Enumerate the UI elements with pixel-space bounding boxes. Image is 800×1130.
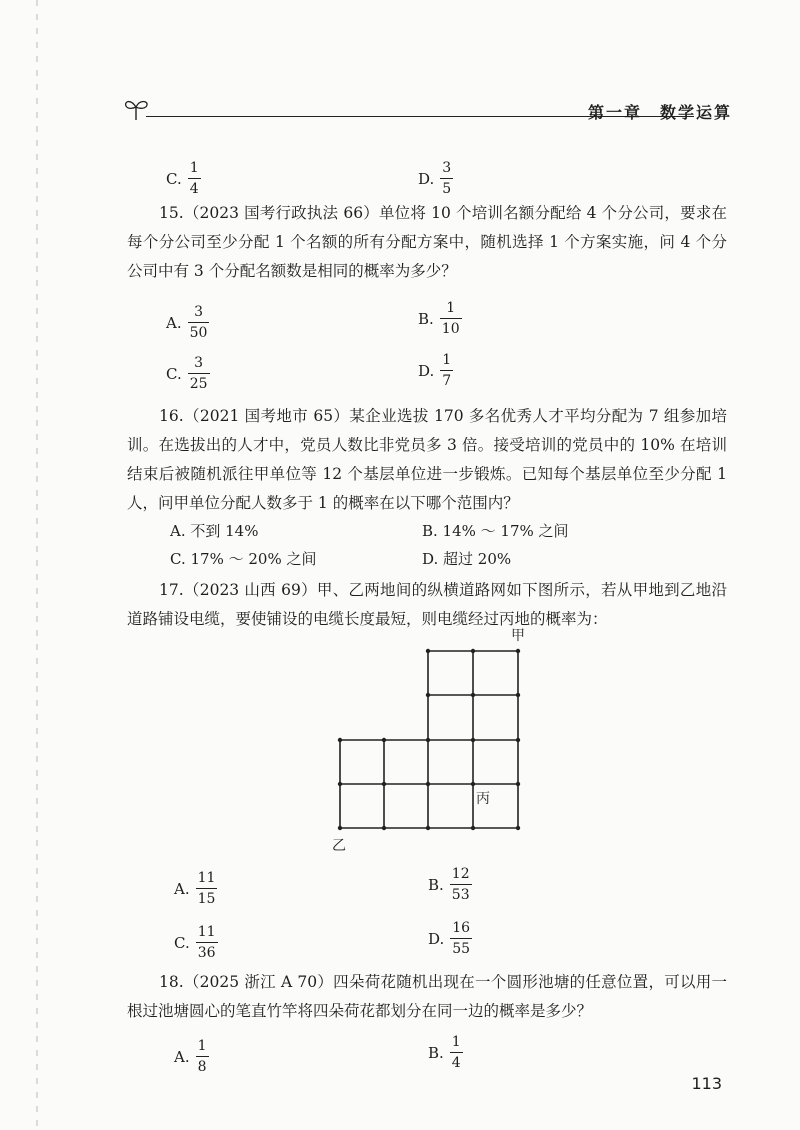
q18-option-a: A. $\frac{1}{8}$ <box>174 1038 207 1075</box>
question-16-text: 16.（2021 国考地市 65）某企业选拔 170 多名优秀人才平均分配为 7 组参加培训。在选拔出的人才中，党员人数比非党员多 3 倍。接受培训的党员中的 10% 在培训结束后被随机派往甲单位等 12 个基层单位进一步锻炼。已知每个基层单位至少分配 1 人，问甲单位分配人数多于 1 的概率在以下哪个范围内？ <box>127 407 727 512</box>
q17-option-b: B. $\frac{12}{53}$ <box>428 866 470 903</box>
chapter-title: 第一章 数学运算 <box>587 103 732 122</box>
q15-option-a: A. $\frac{3}{50}$ <box>166 304 208 341</box>
q16-option-d: D. 超过 20% <box>422 550 512 568</box>
q17-option-c: C. $\frac{11}{36}$ <box>174 924 216 961</box>
question-17 <box>127 576 727 634</box>
q14-option-d: D. $\frac{3}{5}$ <box>418 160 452 197</box>
page-header <box>122 96 732 126</box>
q16-option-b: B. 14% ～ 17% 之间 <box>422 522 569 540</box>
q16-option-a: A. 不到 14% <box>170 522 259 540</box>
label-yi: 乙 <box>332 838 346 854</box>
q18-option-b: B. $\frac{1}{4}$ <box>428 1034 461 1071</box>
label-bing: 丙 <box>476 791 490 807</box>
label-jia: 甲 <box>511 628 525 644</box>
question-15 <box>127 199 727 286</box>
question-16 <box>127 402 727 518</box>
page-number: 113 <box>691 1074 722 1093</box>
q15-option-c: C. $\frac{3}{25}$ <box>166 355 208 392</box>
q16-option-c: C. 17% ～ 20% 之间 <box>170 550 317 568</box>
question-15-text: 15.（2023 国考行政执法 66）单位将 10 个培训名额分配给 4 个分公司，要求在每个分公司至少分配 1 个名额的所有分配方案中，随机选择 1 个方案实施，问 4 个分公司中有 3 个分配名额数是相同的概率为多少？ <box>127 204 727 280</box>
q15-option-b: B. $\frac{1}{10}$ <box>418 300 460 337</box>
road-grid-figure <box>330 628 540 858</box>
sprout-icon <box>122 96 152 122</box>
question-18-text: 18.（2025 浙江 A 70）四朵荷花随机出现在一个圆形池塘的任意位置，可以用一根过池塘圆心的笔直竹竿将四朵荷花都划分在同一边的概率是多少？ <box>127 973 727 1020</box>
question-18 <box>127 968 727 1026</box>
q14-option-c: C. $\frac{1}{4}$ <box>166 160 199 197</box>
q15-option-d: D. $\frac{1}{7}$ <box>418 352 452 389</box>
question-17-text: 17.（2023 山西 69）甲、乙两地间的纵横道路网如下图所示，若从甲地到乙地沿道路铺设电缆，要使铺设的电缆长度最短，则电缆经过丙地的概率为： <box>127 581 727 628</box>
q17-option-d: D. $\frac{16}{55}$ <box>428 920 471 957</box>
q17-option-a: A. $\frac{11}{15}$ <box>174 870 216 907</box>
scan-edge-shadow <box>36 0 38 1130</box>
